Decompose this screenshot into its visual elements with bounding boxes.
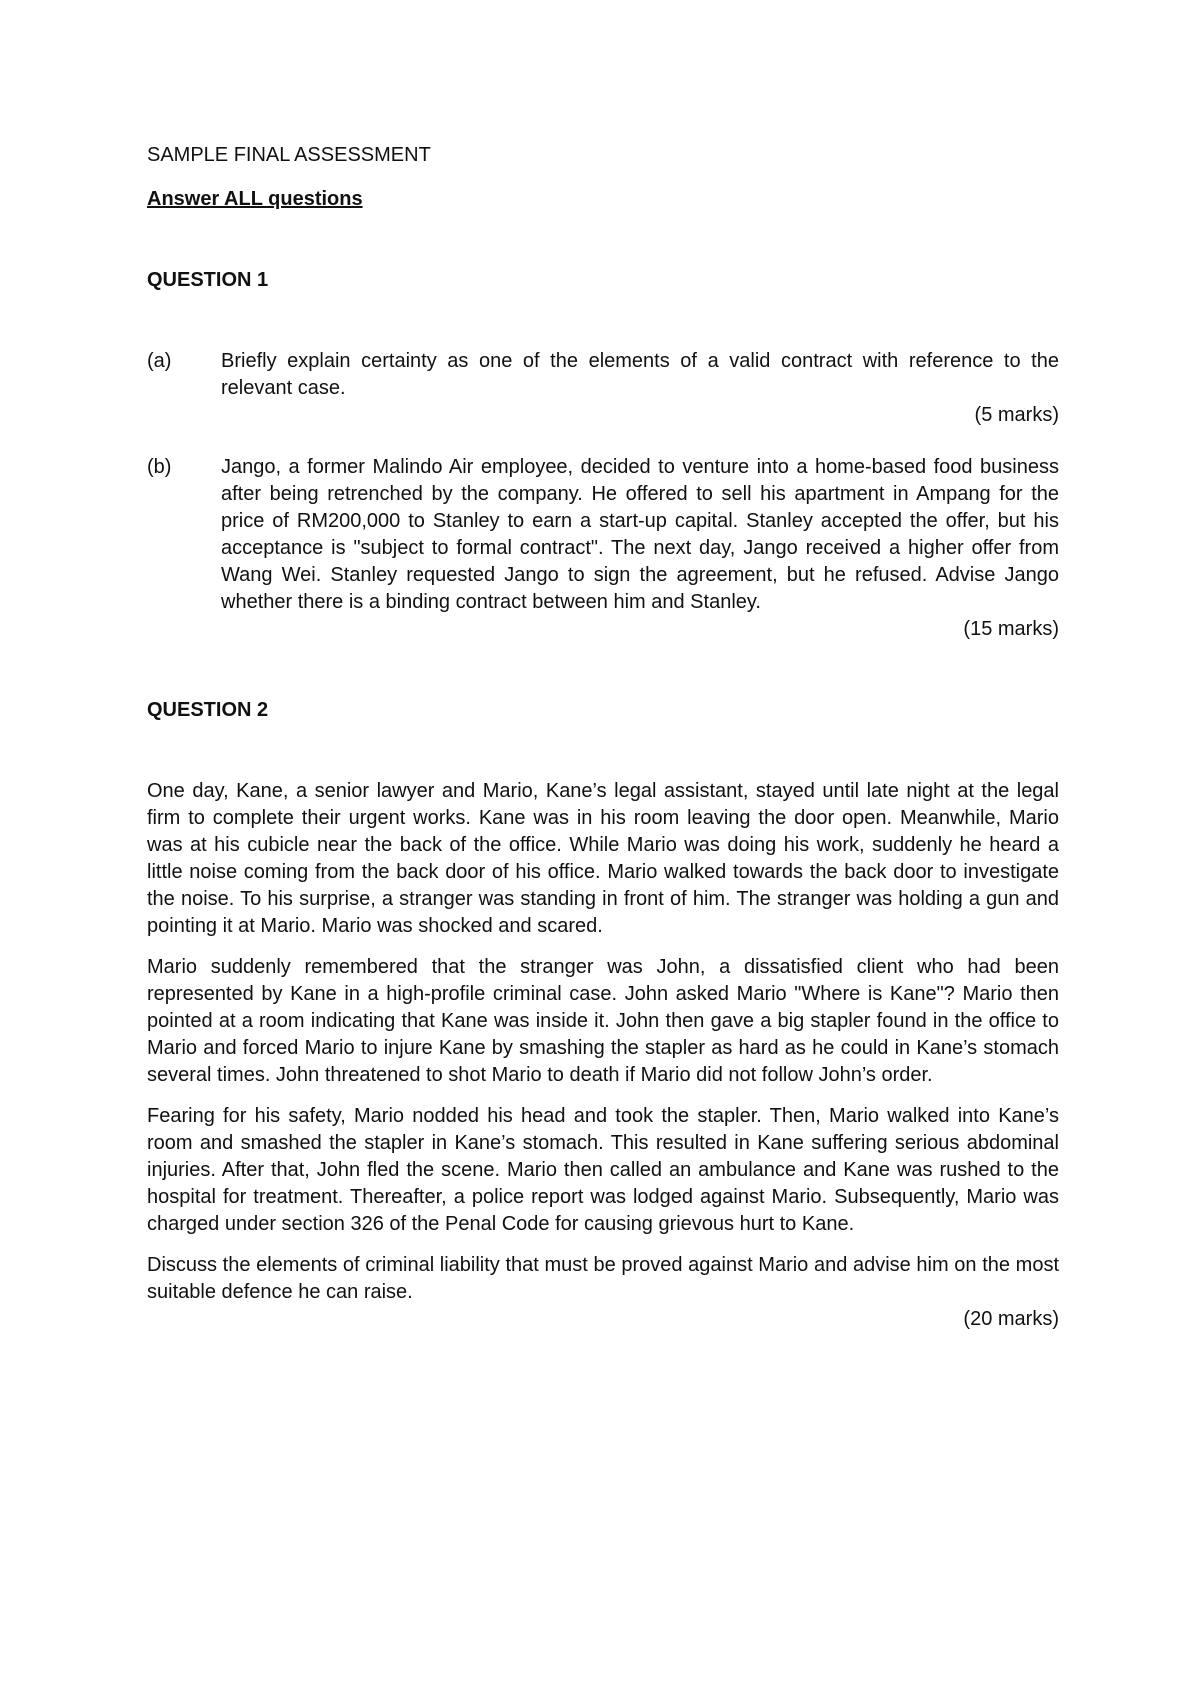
document-title: SAMPLE FINAL ASSESSMENT — [147, 144, 431, 166]
part-a-label: (a) — [147, 350, 172, 372]
instruction-text: Answer ALL questions — [147, 188, 363, 210]
document-page — [147, 142, 1059, 1333]
part-b-label: (b) — [147, 456, 172, 478]
part-b-marks: (15 marks) — [963, 618, 1059, 640]
part-a-marks: (5 marks) — [974, 404, 1059, 426]
question-2-task: Discuss the elements of criminal liability that must be proved against Mario and advise him on the most suitable defence he can raise. — [147, 1254, 1059, 1303]
question-2-marks: (20 marks) — [963, 1308, 1059, 1330]
question-1-part-b — [147, 454, 1059, 616]
question-1-heading: QUESTION 1 — [147, 269, 269, 291]
question-2-heading: QUESTION 2 — [147, 699, 269, 721]
question-1-body — [147, 348, 1059, 643]
part-b-text: Jango, a former Malindo Air employee, decided to venture into a home-based food business after being retrenched by the company. He offered to sell his apartment in Ampang for the price of RM200,000 to Stanley to earn a start-up capital. Stanley accepted the offer, but his acceptance is "subject to formal contract". The next day, Jango received a higher offer from Wang Wei. Stanley requested Jango to sign the agreement, but he refused. Advise Jango whether there is a binding contract between him and Stanley. — [221, 456, 1059, 613]
question-1-part-a — [147, 348, 1059, 402]
scenario-paragraph-3: Fearing for his safety, Mario nodded his head and took the stapler. Then, Mario walked into Kane’s room and smashed the stapler in Kane’s stomach. This resulted in Kane suffering serious abdominal injuries. After that, John fled the scene. Mario then called an ambulance and Kane was rushed to the hospital for treatment. Thereafter, a police report was lodged against Mario. Subsequently, Mario was charged under section 326 of the Penal Code for causing grievous hurt to Kane. — [147, 1105, 1059, 1235]
scenario-paragraph-2: Mario suddenly remembered that the stranger was John, a dissatisfied client who had been represented by Kane in a high-profile criminal case. John asked Mario "Where is Kane"? Mario then pointed at a room indicating that Kane was inside it. John then gave a big stapler found in the office to Mario and forced Mario to injure Kane by smashing the stapler as hard as he could in Kane’s stomach several times. John threatened to shot Mario to death if Mario did not follow John’s order. — [147, 956, 1059, 1086]
question-2-body — [147, 778, 1059, 1333]
part-a-text: Briefly explain certainty as one of the elements of a valid contract with reference to the relevant case. — [221, 350, 1059, 399]
scenario-paragraph-1: One day, Kane, a senior lawyer and Mario, Kane’s legal assistant, stayed until late night at the legal firm to complete their urgent works. Kane was in his room leaving the door open. Meanwhile, Mario was at his cubicle near the back of the office. While Mario was doing his work, suddenly he heard a little noise coming from the back door of his office. Mario walked towards the back door to investigate the noise. To his surprise, a stranger was standing in front of him. The stranger was holding a gun and pointing it at Mario. Mario was shocked and scared. — [147, 780, 1059, 937]
